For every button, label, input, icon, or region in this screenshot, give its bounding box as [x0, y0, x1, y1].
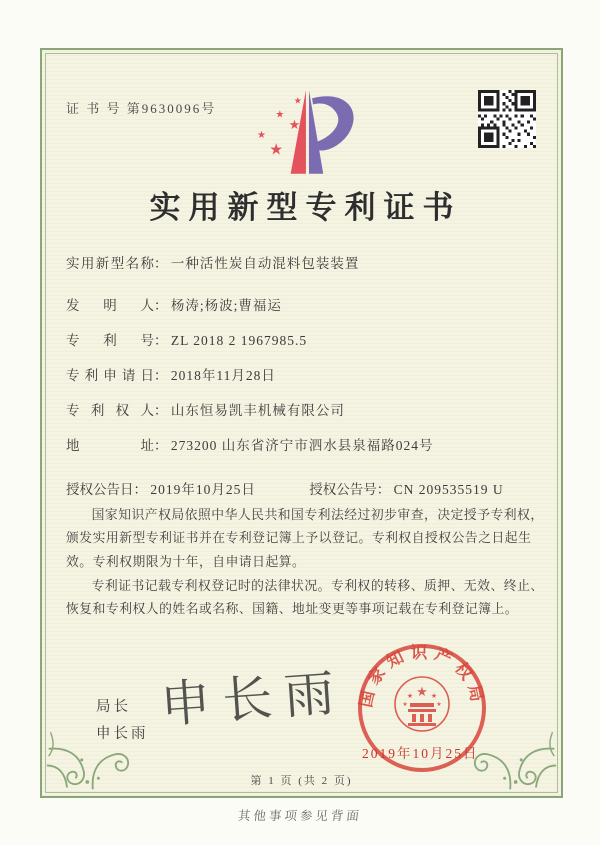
cnipa-logo-icon [254, 84, 366, 186]
field-label: 专利申请日 [66, 368, 154, 383]
legal-paragraph-1: 国家知识产权局依照中华人民共和国专利法经过初步审查，决定授予专利权，颁发实用新型专利证书并在专利登记簿上予以登记。专利权自授权公告之日起生效。专利权期限为十年，自申请日起算。 [66, 508, 544, 569]
director-name: 申长雨 [96, 726, 149, 742]
svg-text:★: ★ [402, 702, 408, 708]
field-label: 实用新型名称 [66, 256, 154, 271]
svg-text:★: ★ [288, 116, 301, 132]
svg-text:★: ★ [436, 702, 442, 708]
seal-date: 2019年10月25日 [362, 746, 479, 761]
grant-row [66, 478, 504, 498]
field-colon: ： [154, 298, 168, 313]
certificate-number: 证 书 号 第9630096号 [66, 101, 217, 116]
legal-text [66, 504, 544, 622]
field-value: 2018年11月28日 [170, 368, 276, 383]
grant-number-label: 授权公告号 [309, 482, 377, 497]
field-row-patent-number [66, 331, 541, 351]
certificate-title: 实用新型专利证书 [149, 190, 462, 225]
svg-text:★: ★ [257, 130, 267, 142]
field-colon: ： [376, 482, 391, 497]
field-colon: ： [154, 333, 168, 348]
field-value: 一种活性炭自动混料包装装置 [170, 256, 360, 271]
field-colon: ： [154, 368, 168, 383]
field-row-filing-date [66, 366, 541, 386]
corner-ornament-icon [45, 701, 137, 793]
field-label: 发明人 [66, 298, 154, 313]
field-row-inventors [66, 296, 541, 316]
field-value: 山东恒易凯丰机械有限公司 [170, 403, 345, 418]
field-value: 273200 山东省济宁市泗水县泉福路024号 [170, 438, 434, 453]
grant-number [309, 482, 503, 497]
director-title: 局长 [96, 699, 131, 715]
field-value: ZL 2018 2 1967985.5 [170, 333, 308, 348]
back-reference-note: 其他事项参见背面 [237, 809, 363, 823]
certificate-frame [40, 48, 563, 798]
svg-text:★: ★ [293, 95, 302, 106]
svg-text:★: ★ [275, 109, 285, 121]
field-row-patentee [66, 401, 541, 421]
director-signature: 申长雨 [158, 664, 349, 734]
field-colon: ： [154, 403, 168, 418]
national-emblem-icon [395, 677, 449, 731]
page-number: 第 1 页 (共 2 页) [250, 775, 353, 787]
field-label: 专利号 [66, 333, 154, 348]
grant-number-value: CN 209535519 U [393, 482, 504, 497]
certificate-fields [66, 254, 541, 471]
field-label: 地址 [66, 438, 154, 453]
field-colon: ： [154, 438, 168, 453]
svg-text:★: ★ [406, 692, 414, 700]
field-row-name [66, 254, 541, 274]
svg-text:★: ★ [269, 141, 283, 159]
field-colon: ： [133, 482, 147, 497]
legal-paragraph-2: 专利证书记载专利权登记时的法律状况。专利权的转移、质押、无效、终止、恢复和专利权人的姓名或名称、国籍、地址变更等事项记载在专利登记簿上。 [66, 578, 544, 617]
field-row-address [66, 436, 541, 456]
field-colon: ： [154, 256, 168, 271]
seal-text: 国家知识产权局 [357, 643, 487, 710]
svg-text:国家知识产权局 [356, 643, 488, 709]
field-label: 专利权人 [66, 403, 154, 418]
field-value: 杨涛;杨波;曹福运 [170, 298, 282, 313]
grant-date-label: 授权公告日 [66, 482, 134, 497]
svg-text:★: ★ [416, 684, 428, 699]
svg-text:★: ★ [430, 692, 438, 700]
grant-date-value: 2019年10月25日 [150, 482, 256, 497]
grant-date [66, 482, 259, 497]
qr-code [478, 90, 536, 148]
